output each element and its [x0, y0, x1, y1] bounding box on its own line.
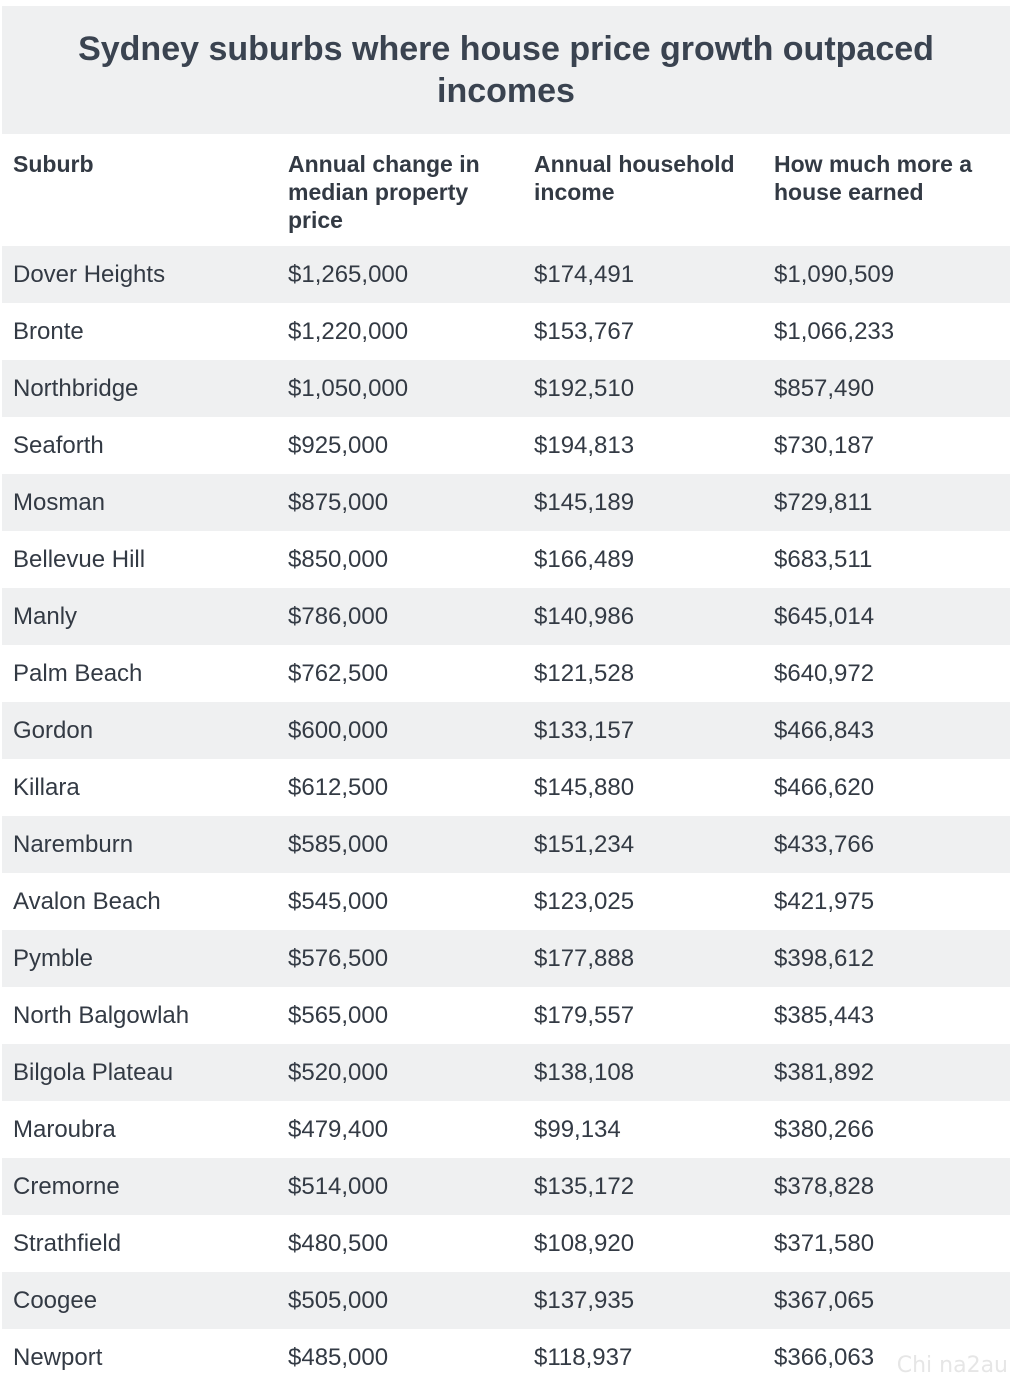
cell-income: $192,510	[523, 360, 763, 417]
cell-price-change: $545,000	[277, 873, 523, 930]
cell-difference: $421,975	[763, 873, 1010, 930]
table-header	[2, 134, 1010, 246]
cell-suburb: Mosman	[2, 474, 277, 531]
table-row	[2, 360, 1010, 417]
cell-income: $177,888	[523, 930, 763, 987]
cell-difference: $640,972	[763, 645, 1010, 702]
cell-price-change: $514,000	[277, 1158, 523, 1215]
header-row	[2, 134, 1010, 246]
cell-income: $121,528	[523, 645, 763, 702]
table-row	[2, 816, 1010, 873]
cell-suburb: Northbridge	[2, 360, 277, 417]
table-row	[2, 531, 1010, 588]
column-header-suburb: Suburb	[2, 134, 277, 246]
cell-difference: $433,766	[763, 816, 1010, 873]
cell-difference: $729,811	[763, 474, 1010, 531]
cell-suburb: Dover Heights	[2, 246, 277, 303]
cell-difference: $367,065	[763, 1272, 1010, 1329]
cell-suburb: Naremburn	[2, 816, 277, 873]
cell-price-change: $786,000	[277, 588, 523, 645]
cell-income: $179,557	[523, 987, 763, 1044]
cell-suburb: Palm Beach	[2, 645, 277, 702]
cell-income: $153,767	[523, 303, 763, 360]
cell-price-change: $520,000	[277, 1044, 523, 1101]
table-row	[2, 1272, 1010, 1329]
chart-title: Sydney suburbs where house price growth outpaced incomes	[78, 30, 934, 110]
table-card	[2, 6, 1010, 1386]
cell-difference: $381,892	[763, 1044, 1010, 1101]
cell-difference: $380,266	[763, 1101, 1010, 1158]
cell-price-change: $600,000	[277, 702, 523, 759]
cell-suburb: Strathfield	[2, 1215, 277, 1272]
data-table	[2, 134, 1010, 1386]
cell-difference: $645,014	[763, 588, 1010, 645]
table-row	[2, 303, 1010, 360]
cell-price-change: $565,000	[277, 987, 523, 1044]
cell-price-change: $762,500	[277, 645, 523, 702]
cell-price-change: $1,220,000	[277, 303, 523, 360]
cell-difference: $378,828	[763, 1158, 1010, 1215]
table-row	[2, 1101, 1010, 1158]
table-row	[2, 645, 1010, 702]
table-row	[2, 474, 1010, 531]
table-row	[2, 930, 1010, 987]
cell-income: $145,189	[523, 474, 763, 531]
cell-price-change: $925,000	[277, 417, 523, 474]
table-row	[2, 1329, 1010, 1386]
table-row	[2, 987, 1010, 1044]
table-row	[2, 1158, 1010, 1215]
table-row	[2, 759, 1010, 816]
cell-difference: $371,580	[763, 1215, 1010, 1272]
table-row	[2, 1215, 1010, 1272]
cell-price-change: $505,000	[277, 1272, 523, 1329]
cell-price-change: $850,000	[277, 531, 523, 588]
cell-suburb: Killara	[2, 759, 277, 816]
cell-price-change: $480,500	[277, 1215, 523, 1272]
title-banner	[2, 6, 1010, 134]
cell-suburb: Gordon	[2, 702, 277, 759]
cell-price-change: $576,500	[277, 930, 523, 987]
cell-suburb: Maroubra	[2, 1101, 277, 1158]
cell-price-change: $612,500	[277, 759, 523, 816]
cell-difference: $857,490	[763, 360, 1010, 417]
cell-price-change: $585,000	[277, 816, 523, 873]
cell-difference: $730,187	[763, 417, 1010, 474]
cell-price-change: $875,000	[277, 474, 523, 531]
cell-suburb: Manly	[2, 588, 277, 645]
cell-price-change: $485,000	[277, 1329, 523, 1386]
cell-price-change: $1,050,000	[277, 360, 523, 417]
cell-difference: $466,620	[763, 759, 1010, 816]
cell-price-change: $479,400	[277, 1101, 523, 1158]
cell-difference: $1,066,233	[763, 303, 1010, 360]
cell-income: $138,108	[523, 1044, 763, 1101]
cell-suburb: Avalon Beach	[2, 873, 277, 930]
table-row	[2, 417, 1010, 474]
cell-difference: $398,612	[763, 930, 1010, 987]
column-header-difference: How much more a house earned	[763, 134, 1010, 246]
cell-income: $145,880	[523, 759, 763, 816]
cell-income: $137,935	[523, 1272, 763, 1329]
cell-difference: $466,843	[763, 702, 1010, 759]
cell-income: $140,986	[523, 588, 763, 645]
table-row	[2, 246, 1010, 303]
cell-income: $194,813	[523, 417, 763, 474]
table-row	[2, 873, 1010, 930]
table-row	[2, 702, 1010, 759]
cell-suburb: Bellevue Hill	[2, 531, 277, 588]
cell-income: $151,234	[523, 816, 763, 873]
cell-income: $108,920	[523, 1215, 763, 1272]
cell-difference: $366,063	[763, 1329, 1010, 1386]
cell-income: $118,937	[523, 1329, 763, 1386]
cell-income: $174,491	[523, 246, 763, 303]
cell-suburb: Seaforth	[2, 417, 277, 474]
table-row	[2, 588, 1010, 645]
cell-difference: $683,511	[763, 531, 1010, 588]
cell-suburb: Coogee	[2, 1272, 277, 1329]
watermark: Chi na2au	[896, 1353, 1008, 1378]
cell-income: $123,025	[523, 873, 763, 930]
cell-difference: $385,443	[763, 987, 1010, 1044]
cell-income: $133,157	[523, 702, 763, 759]
table-row	[2, 1044, 1010, 1101]
cell-income: $99,134	[523, 1101, 763, 1158]
cell-suburb: Bronte	[2, 303, 277, 360]
column-header-price-change: Annual change in median property price	[277, 134, 523, 246]
cell-suburb: North Balgowlah	[2, 987, 277, 1044]
cell-suburb: Pymble	[2, 930, 277, 987]
cell-suburb: Cremorne	[2, 1158, 277, 1215]
cell-difference: $1,090,509	[763, 246, 1010, 303]
cell-suburb: Newport	[2, 1329, 277, 1386]
cell-price-change: $1,265,000	[277, 246, 523, 303]
cell-income: $135,172	[523, 1158, 763, 1215]
column-header-income: Annual household income	[523, 134, 763, 246]
cell-suburb: Bilgola Plateau	[2, 1044, 277, 1101]
table-body	[2, 246, 1010, 1386]
cell-income: $166,489	[523, 531, 763, 588]
